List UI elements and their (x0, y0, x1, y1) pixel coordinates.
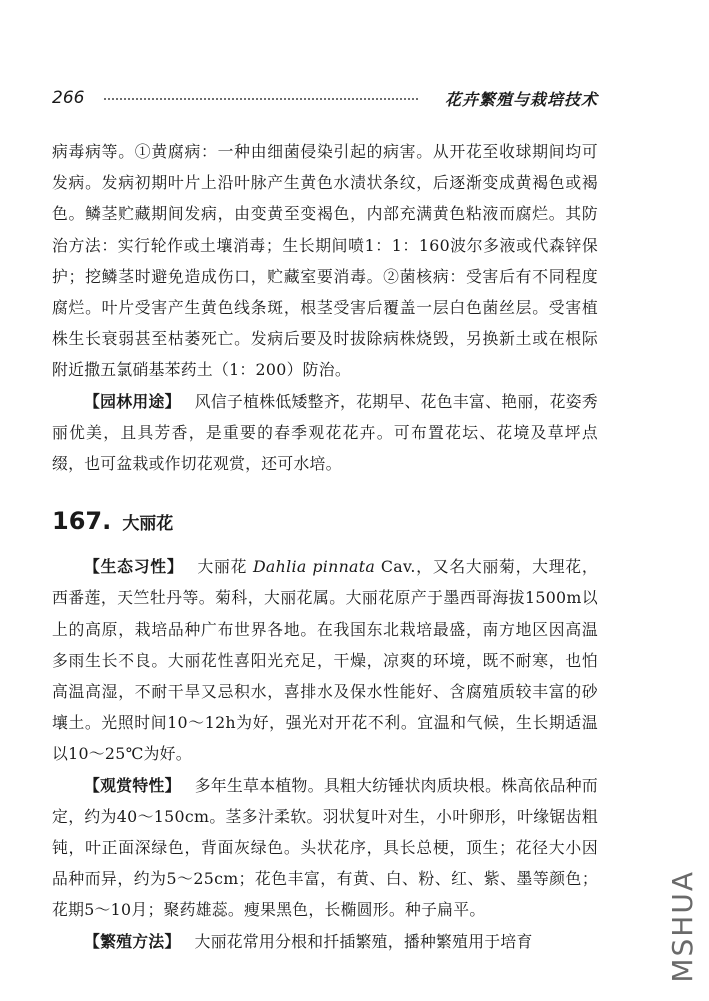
ornamental-text: 多年生草本植物。具粗大纺锤状肉质块根。株高依品种而定，约为40～150cm。茎多汁柔软。羽状复叶对生，小叶卵形，叶缘锯齿粗钝，叶正面深绿色，背面灰绿色。头状花序，具长总梗，顶生；花径大小因品种而异，约为5～25cm；花色丰富，有黄、白、粉、红、紫、墨等颜色；花期5～10月；聚药雄蕊。瘦果黑色，长椭圆形。种子扁平。 (52, 775, 598, 920)
page-number: 266 (52, 88, 85, 108)
garden-use-paragraph (52, 386, 598, 480)
watermark: MSHUA (666, 870, 699, 983)
propagation-label: 【繁殖方法】 (84, 931, 181, 951)
header-divider (104, 98, 418, 100)
disease-paragraph: 病毒病等。①黄腐病：一种由细菌侵染引起的病害。从开花至收球期间均可发病。发病初期叶片上沿叶脉产生黄色水渍状条纹，后逐渐变成黄褐色或褐色。鳞茎贮藏期间发病，由变黄至变褐色，内部充满黄色粘液而腐烂。其防治方法：实行轮作或土壤消毒；生长期间喷1：1：160波尔多液或代森锌保护；挖鳞茎时避免造成伤口，贮藏室要消毒。②菌核病：受害后有不同程度腐烂。叶片受害产生黄色线条斑，根茎受害后覆盖一层白色菌丝层。受害植株生长衰弱甚至枯萎死亡。发病后要及时拔除病株烧毁，另换新土或在根际附近撒五氯硝基苯药土（1：200）防治。 (52, 142, 598, 380)
ornamental-label: 【观赏特性】 (84, 775, 181, 795)
ecology-text-1: 大丽花 (197, 557, 248, 577)
section-title: 大丽花 (122, 514, 174, 535)
ornamental-paragraph (52, 770, 598, 926)
propagation-text: 大丽花常用分根和扦插繁殖，播种繁殖用于培育 (194, 931, 533, 951)
propagation-paragraph (52, 926, 598, 957)
ecology-label: 【生态习性】 (84, 557, 184, 577)
ecology-text-2: Cav.，又名大丽菊，大理花，西番莲，天竺牡丹等。菊科，大丽花属。大丽花原产于墨西哥海拔1500m以上的高原，栽培品种广布世界各地。在我国东北栽培最盛，南方地区因高温多雨生长不良。大丽花性喜阳光充足，干燥，凉爽的环境，既不耐寒，也怕高温高湿，不耐干旱又忌积水，喜排水及保水性能好、含腐殖质较丰富的砂壤土。光照时间10～12h为好，强光对开花不利。宜温和气候，生长期适温以10～25℃为好。 (52, 557, 598, 764)
ecology-paragraph (52, 551, 598, 769)
garden-use-label: 【园林用途】 (84, 391, 181, 411)
page-header (52, 82, 598, 112)
page-body (52, 136, 598, 957)
section-heading (52, 501, 598, 541)
ecology-latin-name: Dahlia pinnata (252, 557, 376, 577)
garden-use-text: 风信子植株低矮整齐，花期早、花色丰富、艳丽，花姿秀丽优美，且具芳香，是重要的春季观花花卉。可布置花坛、花境及草坪点缀，也可盆栽或作切花观赏，还可水培。 (52, 391, 598, 474)
running-title: 花卉繁殖与栽培技术 (444, 90, 598, 109)
section-number: 167. (52, 507, 112, 536)
